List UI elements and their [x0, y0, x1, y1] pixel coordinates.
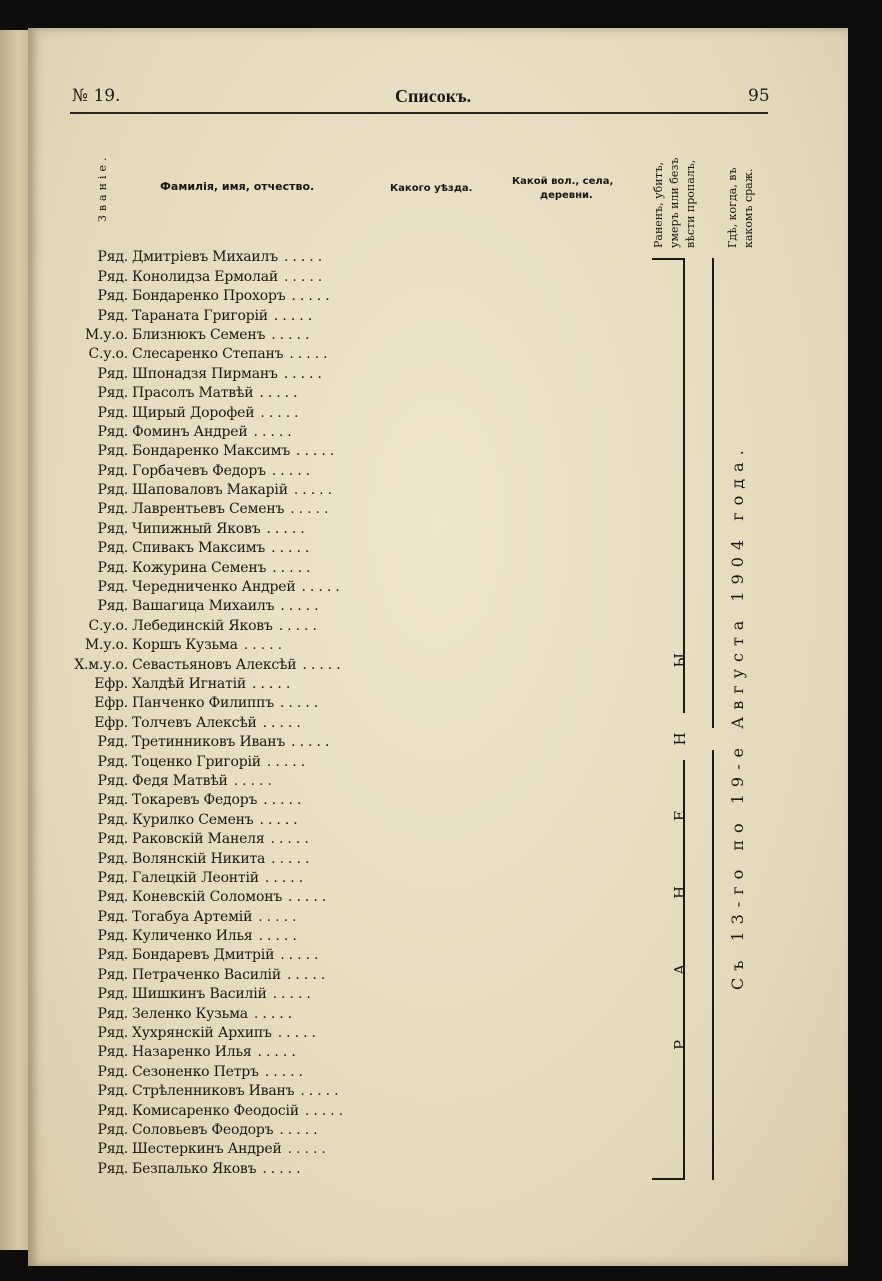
- leader-dots: .....: [277, 1025, 320, 1042]
- soldier-name: Вашагица Михаилъ: [132, 598, 275, 615]
- leader-dots: .....: [280, 947, 323, 964]
- col-where-heading-1: Гдѣ, когда, въ: [726, 167, 739, 248]
- soldier-name: Конолидза Ермолай: [132, 268, 278, 285]
- list-item: [70, 576, 400, 595]
- soldier-rank: Ряд.: [97, 908, 128, 925]
- when-bracket-upper: [712, 258, 714, 728]
- list-item: [70, 886, 400, 905]
- list-item: [70, 595, 400, 614]
- soldier-rank: Ряд.: [97, 385, 128, 402]
- soldier-name: Спивакъ Максимъ: [132, 540, 266, 557]
- list-item: [70, 963, 400, 982]
- list-item: [70, 1022, 400, 1041]
- leader-dots: .....: [257, 1044, 300, 1061]
- soldier-rank: Ряд.: [97, 307, 128, 324]
- soldier-name: Петраченко Василiй: [132, 966, 281, 983]
- list-item: [70, 750, 400, 769]
- list-item: [70, 537, 400, 556]
- leader-dots: .....: [266, 520, 309, 537]
- soldier-rank: Ефр.: [94, 714, 128, 731]
- leader-dots: .....: [271, 326, 314, 343]
- soldier-rank: Ряд.: [97, 966, 128, 983]
- list-item: [70, 867, 400, 886]
- soldier-rank: Ряд.: [97, 1063, 128, 1080]
- soldier-name: Слесаренко Степанъ: [132, 346, 284, 363]
- soldier-rank: Ряд.: [97, 520, 128, 537]
- leader-dots: .....: [273, 307, 317, 324]
- leader-dots: .....: [283, 268, 327, 285]
- soldier-rank: Ряд.: [97, 1083, 128, 1100]
- soldier-name: Чередниченко Андрей: [132, 579, 296, 596]
- list-item: [70, 692, 400, 711]
- soldier-name: Шишкинъ Василiй: [132, 986, 267, 1003]
- soldier-name: Тогабуа Артемiй: [132, 908, 253, 925]
- col-fate-heading-3: вѣсти пропалъ,: [684, 159, 697, 248]
- col-name-heading: Фамилiя, имя, отчество.: [160, 180, 315, 193]
- soldier-name: Галецкiй Леонтiй: [132, 869, 259, 886]
- list-item: [70, 362, 400, 381]
- soldier-name: Севастьяновъ Алексѣй: [132, 656, 297, 673]
- soldier-name: Тоценко Григорiй: [132, 753, 261, 770]
- soldier-name: Близнюкъ Семенъ: [132, 326, 266, 343]
- list-item: [70, 459, 400, 478]
- soldier-name: Соловьевъ Феодоръ: [132, 1121, 274, 1138]
- list-item: [70, 634, 400, 653]
- list-item: [70, 808, 400, 827]
- soldier-name: Шестеркинъ Андрей: [132, 1141, 282, 1158]
- soldier-rank: Ефр.: [94, 675, 128, 692]
- soldier-rank: Ряд.: [97, 753, 128, 770]
- leader-dots: .....: [258, 908, 301, 925]
- soldier-rank: Ряд.: [97, 249, 128, 266]
- soldier-name: Курилко Семенъ: [132, 811, 254, 828]
- soldier-name: Безпалько Яковъ: [132, 1160, 257, 1177]
- soldier-name: Назаренко Илья: [132, 1044, 252, 1061]
- page-number: 95: [748, 86, 770, 106]
- leader-dots: .....: [271, 540, 314, 557]
- soldier-name: Фоминъ Андрей: [132, 423, 248, 440]
- soldier-rank: Ряд.: [97, 734, 128, 751]
- soldier-name: Куличенко Илья: [132, 928, 253, 945]
- leader-dots: .....: [280, 598, 323, 615]
- leader-dots: .....: [283, 249, 327, 266]
- soldier-name: Шпонадзя Пирманъ: [132, 365, 278, 382]
- leader-dots: .....: [262, 714, 305, 731]
- leader-dots: .....: [271, 462, 315, 479]
- leader-dots: .....: [296, 443, 339, 460]
- soldier-rank: Ряд.: [97, 986, 128, 1003]
- soldier-rank: Ряд.: [97, 501, 128, 518]
- soldier-rank: Ряд.: [97, 540, 128, 557]
- col-uezd-heading: Какого уѣзда.: [390, 183, 473, 194]
- soldier-name: Хухрянскiй Архипъ: [132, 1025, 272, 1042]
- soldier-rank: Ряд.: [97, 1025, 128, 1042]
- soldier-name: Кожурина Семенъ: [132, 559, 267, 576]
- leader-dots: .....: [264, 869, 308, 886]
- list-item: [70, 1041, 400, 1060]
- soldier-name: Токаревъ Федоръ: [132, 792, 258, 809]
- header-rule: [70, 112, 768, 114]
- soldier-name: Стрѣленниковъ Иванъ: [132, 1083, 295, 1100]
- facing-page-edge: [0, 30, 30, 1250]
- leader-dots: .....: [259, 811, 302, 828]
- leader-dots: .....: [302, 656, 345, 673]
- leader-dots: .....: [287, 1141, 330, 1158]
- soldier-rank: Ряд.: [97, 928, 128, 945]
- list-item: [70, 673, 400, 692]
- leader-dots: .....: [290, 501, 333, 518]
- soldier-list: [70, 246, 400, 1177]
- leader-dots: .....: [288, 889, 331, 906]
- soldier-rank: Ряд.: [97, 811, 128, 828]
- leader-dots: .....: [283, 365, 326, 382]
- soldier-name: Толчевъ Алексѣй: [132, 714, 257, 731]
- list-item: [70, 556, 400, 575]
- leader-dots: .....: [293, 482, 337, 499]
- soldier-name: Бондаренко Максимъ: [132, 443, 291, 460]
- leader-dots: .....: [301, 579, 344, 596]
- soldier-rank: Ряд.: [97, 1044, 128, 1061]
- leader-dots: .....: [243, 637, 287, 654]
- list-number: № 19.: [72, 86, 121, 106]
- soldier-name: Шаповаловъ Макарiй: [132, 482, 288, 499]
- list-item: [70, 1002, 400, 1021]
- soldier-name: Панченко Филиппъ: [132, 695, 274, 712]
- list-item: [70, 1080, 400, 1099]
- soldier-rank: Ряд.: [97, 443, 128, 460]
- leader-dots: .....: [291, 288, 334, 305]
- col-fate-heading-2: умеръ или безъ: [668, 157, 681, 248]
- soldier-rank: Ряд.: [97, 404, 128, 421]
- leader-dots: .....: [253, 1005, 297, 1022]
- soldier-name: Тараната Григорiй: [132, 307, 268, 324]
- list-item: [70, 944, 400, 963]
- list-item: [70, 498, 400, 517]
- col-where-heading-2: какомъ сраж.: [742, 168, 755, 248]
- leader-dots: .....: [258, 928, 301, 945]
- leader-dots: .....: [252, 675, 295, 692]
- leader-dots: .....: [259, 385, 302, 402]
- soldier-name: Горбачевъ Федоръ: [132, 462, 266, 479]
- soldier-name: Прасолъ Матвѣй: [132, 385, 254, 402]
- fate-wounded-text: Р А Н Е Н Ы.: [671, 588, 689, 1050]
- list-item: [70, 847, 400, 866]
- soldier-rank: М.у.о.: [84, 326, 128, 343]
- list-item: [70, 925, 400, 944]
- leader-dots: .....: [264, 1063, 308, 1080]
- list-item: [70, 401, 400, 420]
- soldier-rank: Ряд.: [97, 1102, 128, 1119]
- list-item: [70, 1060, 400, 1079]
- soldier-name: Халдѣй Игнатiй: [132, 675, 247, 692]
- list-item: [70, 265, 400, 284]
- leader-dots: .....: [300, 1083, 343, 1100]
- leader-dots: .....: [279, 1121, 322, 1138]
- list-item: [70, 711, 400, 730]
- fate-bracket-bottom: [652, 1178, 684, 1180]
- soldier-rank: С.у.о.: [88, 346, 128, 363]
- list-item: [70, 770, 400, 789]
- soldier-rank: Ряд.: [97, 559, 128, 576]
- soldier-name: Щирый Дорофей: [132, 404, 255, 421]
- soldier-rank: Ряд.: [97, 423, 128, 440]
- soldier-rank: С.у.о.: [88, 617, 128, 634]
- soldier-rank: Ряд.: [97, 1141, 128, 1158]
- leader-dots: .....: [289, 346, 332, 363]
- col-volost-heading-1: Какой вол., села,: [512, 176, 614, 187]
- soldier-rank: Х.м.у.о.: [74, 656, 128, 673]
- leader-dots: .....: [272, 559, 315, 576]
- leader-dots: .....: [262, 1160, 305, 1177]
- soldier-name: Коршъ Кузьма: [132, 637, 238, 654]
- leader-dots: .....: [286, 966, 330, 983]
- soldier-rank: Ряд.: [97, 579, 128, 596]
- soldier-rank: Ряд.: [97, 288, 128, 305]
- soldier-name: Лебединскiй Яковъ: [132, 617, 273, 634]
- fate-bracket-top: [652, 258, 684, 260]
- list-item: [70, 789, 400, 808]
- soldier-name: Третинниковъ Иванъ: [132, 734, 286, 751]
- list-item: [70, 1099, 400, 1118]
- list-item: [70, 983, 400, 1002]
- list-item: [70, 1119, 400, 1138]
- list-item: [70, 517, 400, 536]
- soldier-rank: Ряд.: [97, 947, 128, 964]
- soldier-rank: Ряд.: [97, 889, 128, 906]
- soldier-name: Чипижный Яковъ: [132, 520, 261, 537]
- soldier-rank: Ряд.: [97, 869, 128, 886]
- list-item: [70, 440, 400, 459]
- list-item: [70, 614, 400, 633]
- when-dates-text: Съ 13-го по 19-е Августа 1904 года.: [728, 443, 747, 990]
- soldier-name: Лаврентьевъ Семенъ: [132, 501, 285, 518]
- list-item: [70, 1157, 400, 1176]
- leader-dots: .....: [263, 792, 306, 809]
- soldier-rank: Ряд.: [97, 1121, 128, 1138]
- list-item: [70, 905, 400, 924]
- list-item: [70, 421, 400, 440]
- soldier-rank: Ряд.: [97, 268, 128, 285]
- leader-dots: .....: [304, 1102, 348, 1119]
- leader-dots: .....: [253, 423, 296, 440]
- list-item: [70, 828, 400, 847]
- leader-dots: .....: [271, 850, 314, 867]
- soldier-rank: Ряд.: [97, 792, 128, 809]
- list-item: [70, 1138, 400, 1157]
- list-item: [70, 304, 400, 323]
- col-fate-heading-1: Раненъ, убитъ,: [652, 161, 665, 248]
- leader-dots: .....: [278, 617, 321, 634]
- soldier-name: Комисаренко Феодосiй: [132, 1102, 299, 1119]
- soldier-rank: Ряд.: [97, 1160, 128, 1177]
- soldier-name: Зеленко Кузьма: [132, 1005, 248, 1022]
- soldier-rank: Ряд.: [97, 772, 128, 789]
- col-volost-heading-2: деревни.: [540, 190, 593, 201]
- list-item: [70, 653, 400, 672]
- soldier-rank: Ряд.: [97, 482, 128, 499]
- soldier-name: Волянскiй Никита: [132, 850, 266, 867]
- soldier-rank: Ефр.: [94, 695, 128, 712]
- soldier-name: Бондаревъ Дмитрiй: [132, 947, 275, 964]
- soldier-rank: М.у.о.: [84, 637, 128, 654]
- list-item: [70, 731, 400, 750]
- leader-dots: .....: [272, 986, 315, 1003]
- soldier-name: Сезоненко Петръ: [132, 1063, 259, 1080]
- soldier-rank: Ряд.: [97, 1005, 128, 1022]
- list-item: [70, 285, 400, 304]
- soldier-rank: Ряд.: [97, 365, 128, 382]
- soldier-name: Бондаренко Прохоръ: [132, 288, 286, 305]
- soldier-name: Федя Матвѣй: [132, 772, 228, 789]
- when-bracket-lower: [712, 750, 714, 1180]
- list-item: [70, 343, 400, 362]
- list-item: [70, 479, 400, 498]
- leader-dots: .....: [279, 695, 323, 712]
- soldier-rank: Ряд.: [97, 850, 128, 867]
- page-title: Списокъ.: [395, 86, 472, 106]
- col-rank-heading: Званiе.: [96, 153, 109, 222]
- leader-dots: .....: [291, 734, 334, 751]
- list-item: [70, 324, 400, 343]
- list-item: [70, 246, 400, 265]
- list-item: [70, 382, 400, 401]
- soldier-rank: Ряд.: [97, 462, 128, 479]
- leader-dots: .....: [260, 404, 303, 421]
- soldier-name: Дмитрiевъ Михаилъ: [132, 249, 278, 266]
- leader-dots: .....: [270, 831, 313, 848]
- soldier-rank: Ряд.: [97, 831, 128, 848]
- leader-dots: .....: [233, 772, 276, 789]
- soldier-name: Раковскiй Манеля: [132, 831, 265, 848]
- soldier-name: Коневскiй Соломонъ: [132, 889, 283, 906]
- leader-dots: .....: [266, 753, 310, 770]
- soldier-rank: Ряд.: [97, 598, 128, 615]
